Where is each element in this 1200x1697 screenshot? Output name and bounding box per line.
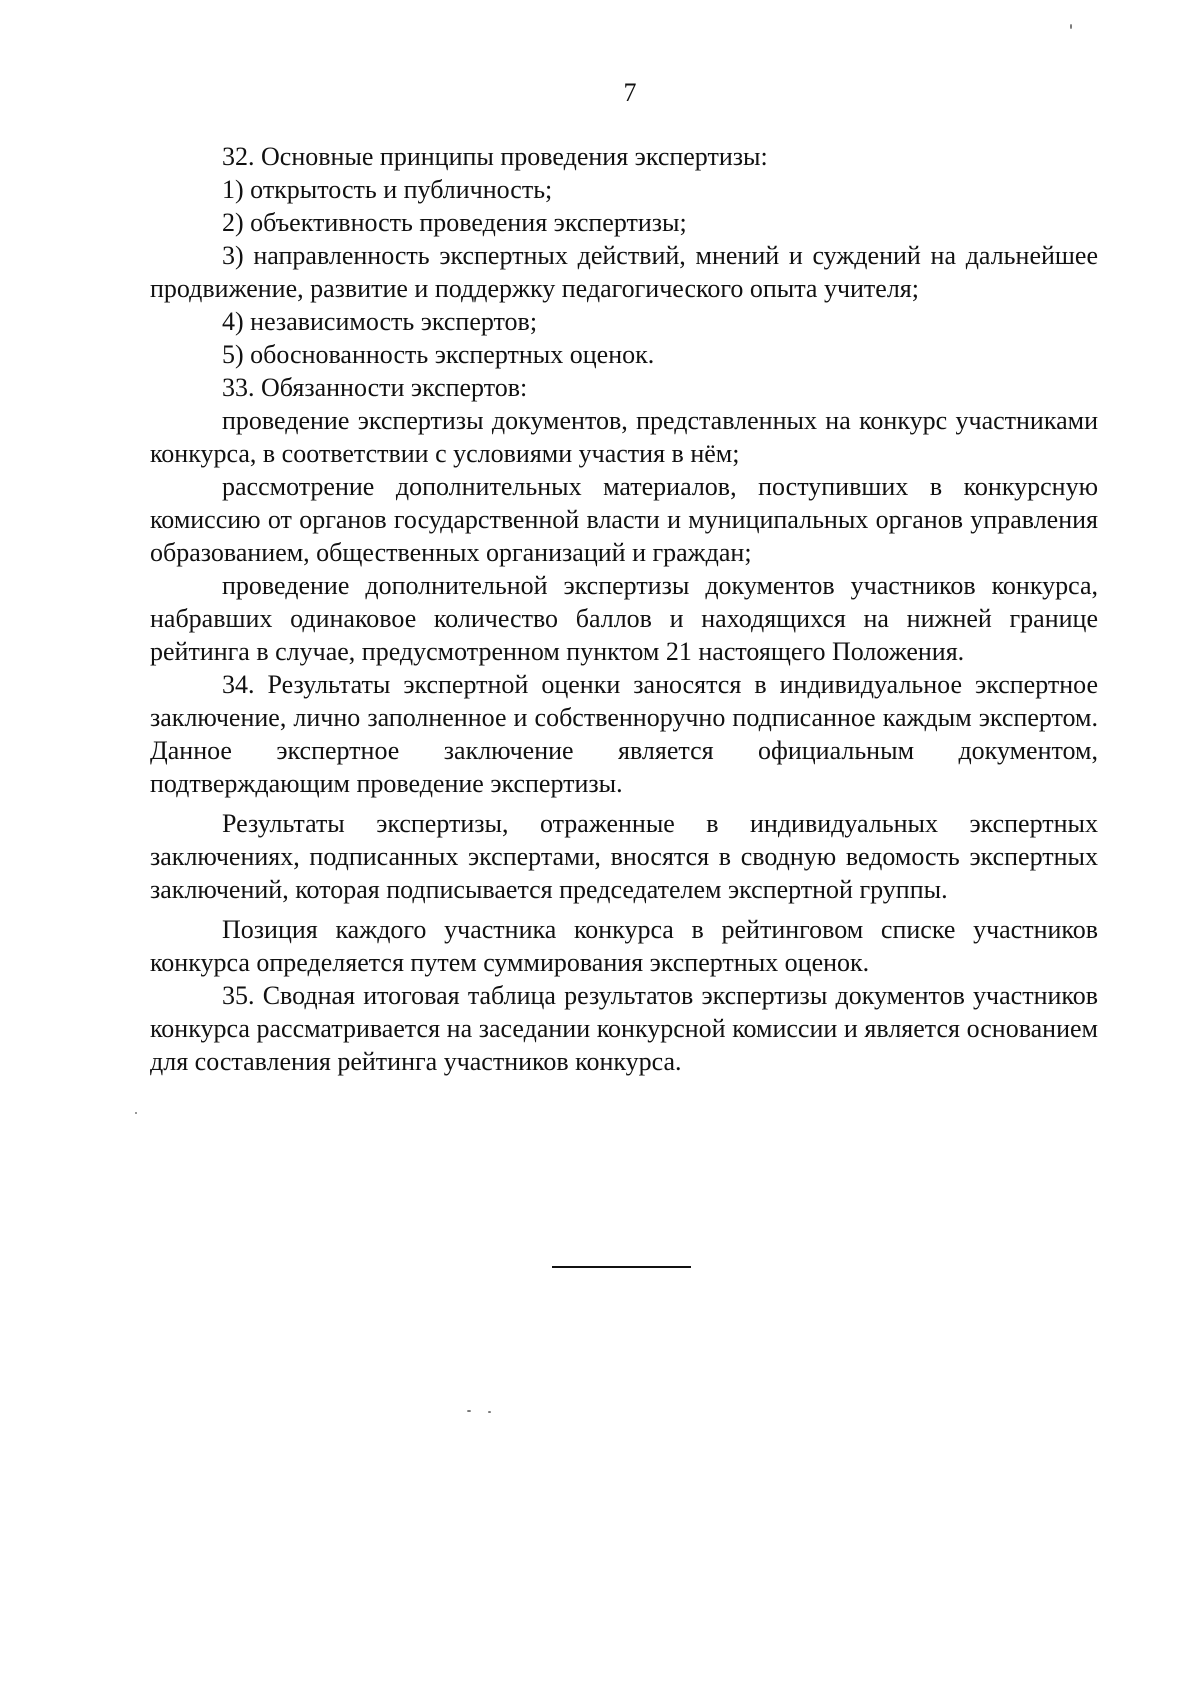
- scan-speck: [467, 1410, 471, 1412]
- duty-expertise: проведение экспертизы документов, представленных на конкурс участниками конкурса, в соответствии с условиями участия в нём;: [150, 406, 1098, 468]
- paragraph-35: 35. Сводная итоговая таблица результатов экспертизы документов участников конкурса рассматривается на заседании конкурсной комиссии и является основанием для составления рейтинга участников конкурса.: [150, 981, 1098, 1076]
- scan-speck: [1070, 24, 1072, 29]
- list-item-validity: 5) обоснованность экспертных оценок.: [222, 340, 655, 369]
- duty-review-materials: рассмотрение дополнительных материалов, поступивших в конкурсную комиссию от органов государственной власти и муниципальных органов управления образованием, общественных организаций и граждан;: [150, 472, 1098, 567]
- scan-speck: [135, 1112, 137, 1114]
- page-number: 7: [623, 78, 637, 107]
- document-body: [150, 140, 1098, 1078]
- list-item-objectivity: 2) объективность проведения экспертизы;: [222, 208, 687, 237]
- end-of-text-rule: [552, 1266, 691, 1268]
- paragraph-34: 34. Результаты экспертной оценки заносятся в индивидуальное экспертное заключение, лично заполненное и собственноручно подписанное каждым экспертом. Данное экспертное заключение является официальным документом, подтверждающим проведение экспертизы.: [150, 670, 1098, 798]
- paragraph-32-heading: 32. Основные принципы проведения экспертизы:: [222, 142, 768, 171]
- list-item-direction: 3) направленность экспертных действий, мнений и суждений на дальнейшее продвижение, развитие и поддержку педагогического опыта учителя;: [150, 241, 1098, 303]
- list-item-independence: 4) независимость экспертов;: [222, 307, 538, 336]
- scan-speck: [488, 1411, 491, 1413]
- paragraph-34-results: Результаты экспертизы, отраженные в индивидуальных экспертных заключениях, подписанных экспертами, вносятся в сводную ведомость экспертных заключений, которая подписывается председателем экспертной группы.: [150, 809, 1098, 904]
- paragraph-34-position: Позиция каждого участника конкурса в рейтинговом списке участников конкурса определяется путем суммирования экспертных оценок.: [150, 915, 1098, 977]
- duty-additional-expertise: проведение дополнительной экспертизы документов участников конкурса, набравших одинаковое количество баллов и находящихся на нижней границе рейтинга в случае, предусмотренном пунктом 21 настоящего Положения.: [150, 571, 1098, 666]
- list-item-openness: 1) открытость и публичность;: [222, 175, 553, 204]
- paragraph-33-heading: 33. Обязанности экспертов:: [222, 373, 528, 402]
